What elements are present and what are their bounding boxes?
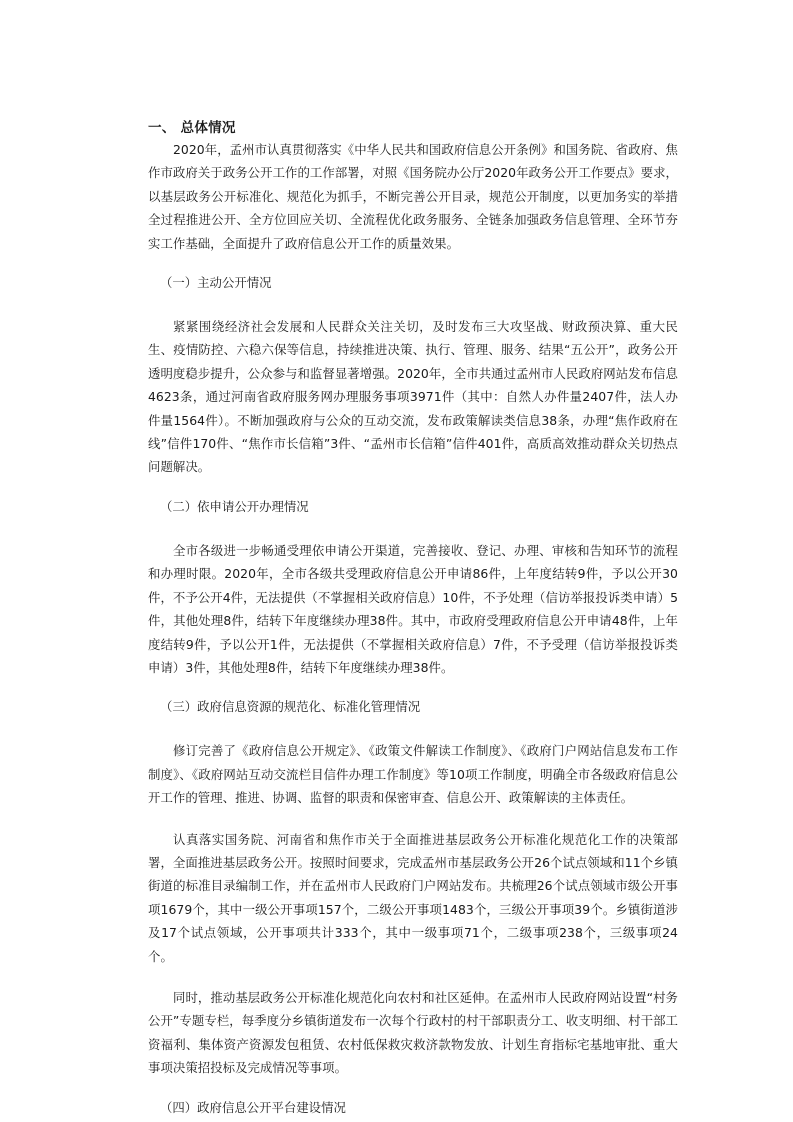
document-body	[148, 118, 678, 1118]
subsection-heading-active-disclosure: （一）主动公开情况	[160, 275, 272, 291]
section-heading-overall: 一、 总体情况	[148, 120, 236, 136]
standardization-paragraph-2: 认真落实国务院、河南省和焦作市关于全面推进基层政务公开标准化规范化工作的决策部署，全面推进基层政务公开。按照时间要求，完成孟州市基层政务公开26个试点领域和11个乡镇街道的标准目录编制工作，并在孟州市人民政府门户网站发布。共梳理26个试点领域市级公开事项1679个，其中一级公开事项157个，二级公开事项1483个，三级公开事项39个。乡镇街道涉及17个试点领域，公开事项共计333个，其中一级事项71个，二级事项238个，三级事项24个。	[148, 831, 678, 964]
standardization-paragraph-1: 修订完善了《政府信息公开规定》、《政策文件解读工作制度》、《政府门户网站信息发布工作制度》、《政府网站互动交流栏目信件办理工作制度》等10项工作制度，明确全市各级政府信息公开工作的管理、推进、协调、监督的职责和保密审查、信息公开、政策解读的主体责任。	[148, 743, 678, 806]
active-disclosure-paragraph: 紧紧围绕经济社会发展和人民群众关注关切，及时发布三大攻坚战、财政预决算、重大民生、疫情防控、六稳六保等信息，持续推进决策、执行、管理、服务、结果“五公开”，政务公开透明度稳步提升，公众参与和监督显著增强。2020年，全市共通过孟州市人民政府网站发布信息4623条，通过河南省政府服务网办理服务事项3971件（其中：自然人办件量2407件，法人办件量1564件）。不断加强政府与公众的互动交流，发布政策解读类信息38条，办理“焦作政府在线”信件170件、“焦作市长信箱”3件、“孟州市长信箱”信件401件，高质高效推动群众关切热点问题解决。	[148, 319, 678, 475]
overall-paragraph: 2020年，孟州市认真贯彻落实《中华人民共和国政府信息公开条例》和国务院、省政府、焦作市政府关于政务公开工作的工作部署，对照《国务院办公厅2020年政务公开工作要点》要求，以基层政务公开标准化、规范化为抓手，不断完善公开目录，规范公开制度，以更加务实的举措全过程推进公开、全方位回应关切、全流程优化政务服务、全链条加强政务信息管理、全环节夯实工作基础，全面提升了政府信息公开工作的质量效果。	[148, 142, 678, 251]
application-disclosure-paragraph: 全市各级进一步畅通受理依申请公开渠道，完善接收、登记、办理、审核和告知环节的流程和办理时限。2020年，全市各级共受理政府信息公开申请86件，上年度结转9件，予以公开30件，不予公开4件，无法提供（不掌握相关政府信息）10件，不予处理（信访举报投诉类申请）5件，其他处理8件，结转下年度继续办理38件。其中，市政府受理政府信息公开申请48件，上年度结转9件，予以公开1件，无法提供（不掌握相关政府信息）7件，不予受理（信访举报投诉类申请）3件，其他处理8件，结转下年度继续办理38件。	[148, 542, 678, 675]
subsection-heading-standardization: （三）政府信息资源的规范化、标准化管理情况	[160, 699, 421, 715]
standardization-paragraph-3: 同时，推动基层政务公开标准化规范化向农村和社区延伸。在孟州市人民政府网站设置“村务公开”专题专栏，每季度分乡镇街道发布一次每个行政村的村干部职责分工、收支明细、村干部工资福利、集体资产资源发包租赁、农村低保救灾救济款物发放、计划生育指标宅基地审批、重大事项决策招投标及完成情况等事项。	[148, 989, 678, 1076]
subsection-heading-platform: （四）政府信息公开平台建设情况	[160, 1099, 346, 1115]
subsection-heading-application-disclosure: （二）依申请公开办理情况	[160, 498, 309, 514]
